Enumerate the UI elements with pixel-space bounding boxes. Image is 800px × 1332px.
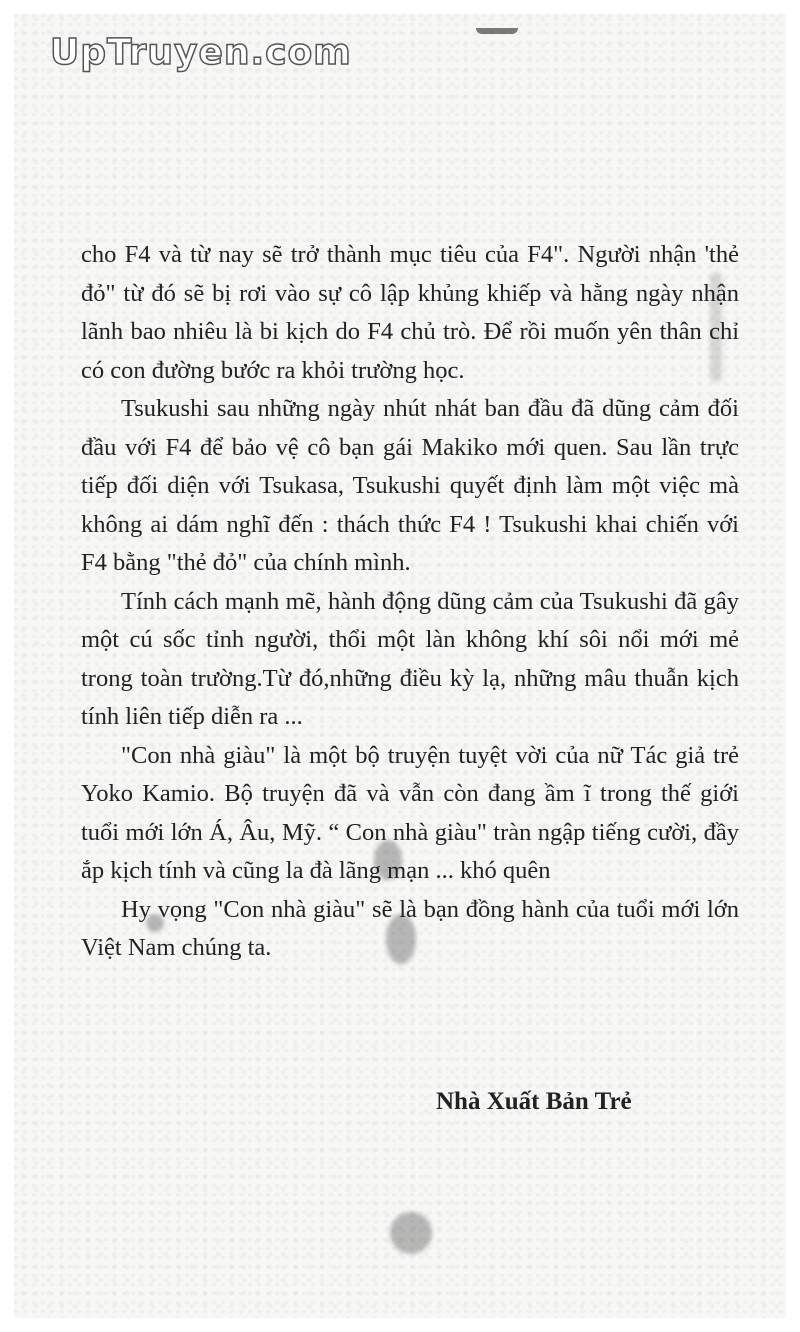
paragraph: cho F4 và từ nay sẽ trở thành mục tiêu của F4". Người nhận 'thẻ đỏ" từ đó sẽ bị rơi vào sự cô lập khủng khiếp và hằng ngày nhận lãnh bao nhiêu là bi kịch do F4 chủ trò. Để rồi muốn yên thân chỉ có con đường bước ra khỏi trường học. (81, 241, 739, 384)
watermark-logo: UpTruyen.com (50, 32, 352, 73)
paragraph: Tính cách mạnh mẽ, hành động dũng cảm của Tsukushi đã gây một cú sốc tỉnh người, thổi một làn không khí sôi nổi mới mẻ trong toàn trường.Từ đó,những điều kỳ lạ, những mâu thuẫn kịch tính liên tiếp diễn ra ... (81, 587, 739, 730)
body-text (81, 236, 739, 968)
ink-stain (390, 1212, 432, 1254)
paragraph: Tsukushi sau những ngày nhút nhát ban đầu đã dũng cảm đối đầu với F4 để bảo vệ cô bạn gái Makiko mới quen. Sau lần trực tiếp đối diện với Tsukasa, Tsukushi quyết định làm một việc mà không ai dám nghĩ đến : thách thức F4 ! Tsukushi khai chiến với F4 bằng "thẻ đỏ" của chính mình. (81, 395, 739, 576)
paragraph: Hy vọng "Con nhà giàu" sẽ là bạn đồng hành của tuổi mới lớn Việt Nam chúng ta. (81, 895, 739, 961)
paragraph: "Con nhà giàu" là một bộ truyện tuyệt vời của nữ Tác giả trẻ Yoko Kamio. Bộ truyện đã và vẫn còn đang ầm ĩ trong thế giới tuổi mới lớn Á, Âu, Mỹ. “ Con nhà giàu" tràn ngập tiếng cười, đầy ắp kịch tính và cũng la đà lãng mạn ... khó quên (81, 741, 739, 884)
publisher-signature: Nhà Xuất Bản Trẻ (436, 1088, 632, 1115)
scan-mark (476, 28, 518, 34)
